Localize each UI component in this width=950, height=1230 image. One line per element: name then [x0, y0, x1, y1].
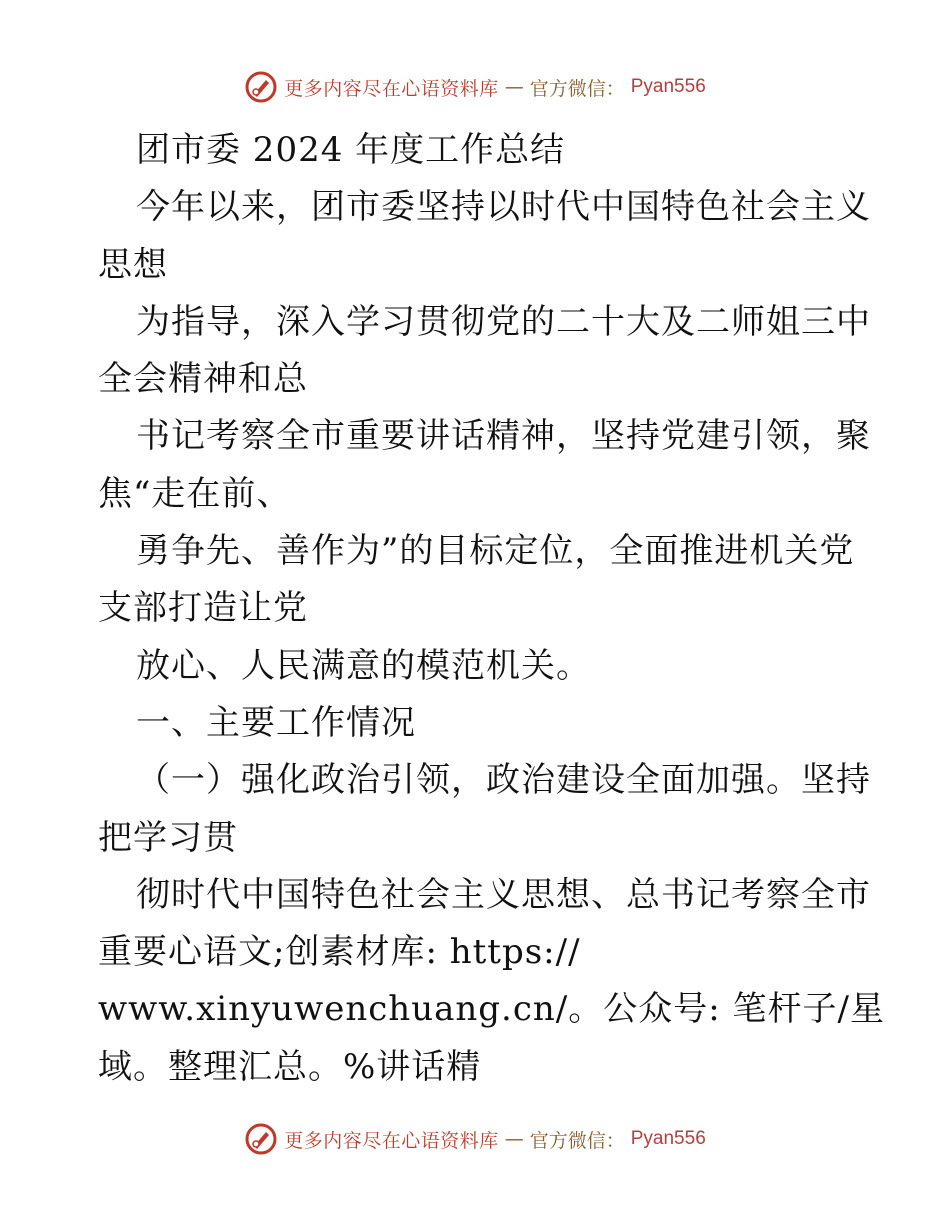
watermark-main-text: 更多内容尽在心语资料库	[284, 1129, 499, 1152]
subsection-heading: （一）强化政治引领，政治建设全面加强。坚持	[136, 760, 871, 801]
header-watermark	[0, 70, 950, 104]
document-body	[98, 122, 885, 1096]
document-line: 彻时代中国特色社会主义思想、总书记考察全市	[136, 874, 871, 915]
watermark-official-label: 官方微信：	[529, 77, 625, 100]
document-title: 团市委 2024 年度工作总结	[136, 130, 566, 170]
watermark-official-label: 官方微信：	[529, 1129, 625, 1152]
document-line: 书记考察全市重要讲话精神，坚持党建引领，聚	[136, 416, 871, 457]
watermark-dash: —	[504, 1128, 524, 1150]
document-line: 放心、人民满意的模范机关。	[136, 645, 591, 686]
watermark-main-text: 更多内容尽在心语资料库	[284, 77, 499, 100]
document-line: 今年以来，团市委坚持以时代中国特色社会主义	[136, 187, 871, 228]
section-heading: 一、主要工作情况	[136, 702, 416, 743]
document-line: www.xinyuwenchuang.cn/。公众号: 笔杆子/星	[98, 989, 885, 1030]
document-line: 为指导，深入学习贯彻党的二十大及二师姐三中	[136, 301, 871, 342]
pen-nib-logo-icon	[244, 1122, 278, 1156]
document-line: 把学习贯	[98, 817, 238, 858]
document-line: 思想	[98, 244, 168, 285]
footer-watermark	[0, 1122, 950, 1156]
document-line: 支部打造让党	[98, 588, 308, 629]
watermark-wechat-id: Pyan556	[630, 76, 706, 97]
document-line: 全会精神和总	[98, 359, 308, 400]
watermark-wechat-id: Pyan556	[630, 1128, 706, 1149]
document-line: 焦“走在前、	[98, 473, 292, 514]
document-line: 勇争先、善作为”的目标定位，全面推进机关党	[136, 531, 855, 572]
document-line: 重要心语文;创素材库: https://	[98, 932, 581, 973]
document-line: 域。整理汇总。%讲话精	[98, 1046, 482, 1087]
pen-nib-logo-icon	[244, 70, 278, 104]
watermark-dash: —	[504, 76, 524, 98]
